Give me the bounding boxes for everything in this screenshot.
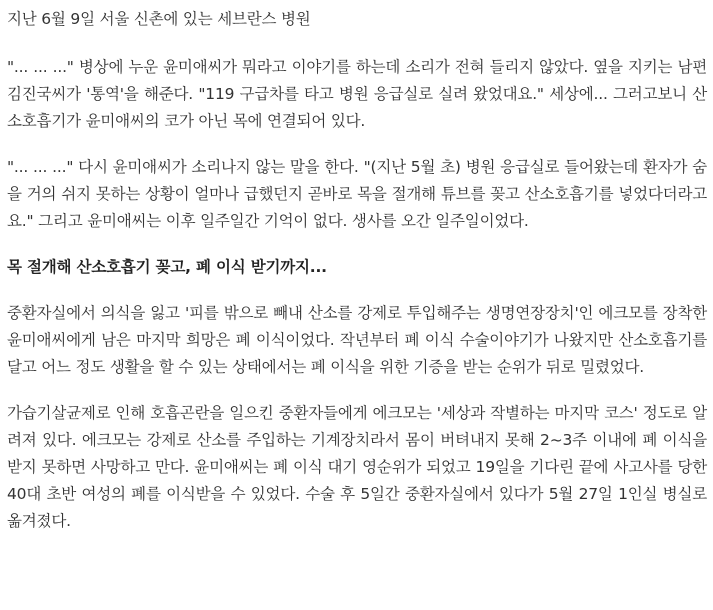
article-paragraph: "... ... ..." 다시 윤미애씨가 소리나지 않는 말을 한다. "(지난 5월 초) 병원 응급실로 들어왔는데 환자가 숨을 거의 쉬지 못하는 상황이 얼마나 급했던지 곧바로 목을 절개해 튜브를 꽂고 산소호흡기를 넣었다더라고요." 그리고 윤미애씨는 이후 일주일간 기억이 없다. 생사를 오간 일주일이었다. [7, 158, 707, 230]
photo-caption: 지난 6월 9일 서울 신촌에 있는 세브란스 병원 [7, 10, 311, 28]
article-paragraph: 가습기살균제로 인해 호흡곤란을 일으킨 중환자들에게 에크모는 '세상과 작별하는 마지막 코스' 정도로 알려져 있다. 에크모는 강제로 산소를 주입하는 기계장치라서 몸이 버텨내지 못해 2~3주 이내에 폐 이식을 받지 못하면 사망하고 만다. 윤미애씨는 폐 이식 대기 영순위가 되었고 19일을 기다린 끝에 사고사를 당한 40대 초반 여성의 폐를 이식받을 수 있었다. 수술 후 5일간 중환자실에서 있다가 5월 27일 1인실 병실로 옮겨졌다. [7, 404, 707, 530]
article-paragraph: "... ... ..." 병상에 누운 윤미애씨가 뭐라고 이야기를 하는데 소리가 전혀 들리지 않았다. 옆을 지키는 남편 김진국씨가 '통역'을 해준다. "119 구급차를 타고 병원 응급실로 실려 왔었대요." 세상에... 그러고보니 산소호흡기가 윤미애씨의 코가 아닌 목에 연결되어 있다. [7, 58, 707, 130]
article-paragraph: 중환자실에서 의식을 잃고 '피를 밖으로 빼내 산소를 강제로 투입해주는 생명연장장치'인 에크모를 장착한 윤미애씨에게 남은 마지막 희망은 폐 이식이었다. 작년부터 폐 이식 수술이야기가 나왔지만 산소호흡기를 달고 어느 정도 생활을 할 수 있는 상태에서는 폐 이식을 위한 기증을 받는 순위가 뒤로 밀렸었다. [7, 304, 707, 376]
article-body [7, 6, 707, 554]
section-subheading: 목 절개해 산소호흡기 꽂고, 폐 이식 받기까지... [7, 258, 327, 276]
